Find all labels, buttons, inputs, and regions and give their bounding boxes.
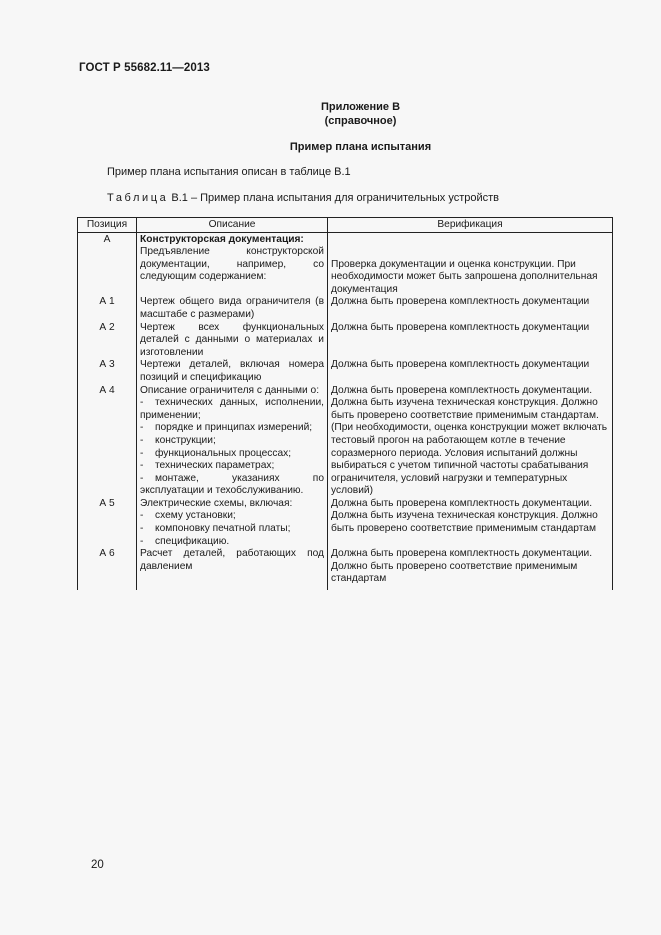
list-item-text: функциональных процессах; bbox=[155, 447, 292, 459]
list-item bbox=[140, 397, 324, 422]
table-row bbox=[78, 548, 613, 590]
row-verification: Должна быть проверена комплектность документации. Должно быть проверено соответствие применимым стандартам bbox=[328, 548, 613, 590]
list-marker: - bbox=[140, 397, 144, 409]
list-item-text: монтаже, указаниях по эксплуатации и техобслуживанию. bbox=[140, 472, 324, 497]
standard-code: ГОСТ Р 55682.11—2013 bbox=[79, 62, 210, 74]
row-position: А 5 bbox=[78, 498, 137, 548]
list-item bbox=[140, 536, 324, 549]
row-description: Чертежи деталей, включая номера позиций и спецификацию bbox=[137, 359, 328, 384]
table-row bbox=[78, 296, 613, 321]
list-marker: - bbox=[140, 472, 144, 484]
list-item-text: конструкции; bbox=[155, 434, 216, 446]
table-caption-word: Таблица bbox=[107, 192, 169, 204]
table-row bbox=[78, 385, 613, 498]
table-row bbox=[78, 232, 613, 296]
appendix-subtitle: (справочное) bbox=[324, 115, 397, 127]
list-marker: - bbox=[140, 460, 144, 472]
list-item bbox=[140, 448, 324, 461]
list-marker: - bbox=[140, 523, 144, 535]
row-verification: Должна быть проверена комплектность документации bbox=[328, 322, 613, 360]
list-item bbox=[140, 523, 324, 536]
intro-text: Пример плана испытания описан в таблице В.1 bbox=[107, 166, 351, 178]
row-description bbox=[137, 385, 328, 498]
list-marker: - bbox=[140, 535, 144, 547]
row-description: Расчет деталей, работающих под давлением bbox=[137, 548, 328, 590]
list-item-text: порядке и принципах измерений; bbox=[155, 422, 313, 434]
list-item-text: компоновку печатной платы; bbox=[155, 523, 291, 535]
list-item-text: спецификацию. bbox=[155, 535, 230, 547]
list-item bbox=[140, 422, 324, 435]
list-item bbox=[140, 460, 324, 473]
row-description: Чертеж общего вида ограничителя (в масштабе с размерами) bbox=[137, 296, 328, 321]
row-position: А 4 bbox=[78, 385, 137, 498]
list-item bbox=[140, 435, 324, 448]
list-item-text: технических параметрах; bbox=[155, 460, 275, 472]
appendix-heading bbox=[0, 100, 661, 128]
table-header-row bbox=[78, 218, 613, 233]
row-position: А bbox=[78, 232, 137, 296]
list-marker: - bbox=[140, 422, 144, 434]
row-verification bbox=[328, 232, 613, 296]
row-description-text: Электрические схемы, включая: bbox=[140, 497, 293, 509]
header-verification: Верификация bbox=[328, 218, 613, 233]
appendix-title: Приложение В bbox=[320, 101, 401, 113]
header-position: Позиция bbox=[78, 218, 137, 233]
section-title: Пример плана испытания bbox=[289, 141, 432, 153]
row-verification: Должна быть проверена комплектность документации. Должна быть изучена техническая конструкция. Должно быть проверено соответствие применимым стандартам bbox=[328, 498, 613, 548]
row-position: А 2 bbox=[78, 322, 137, 360]
row-description: Чертеж всех функциональных деталей с данными о материалах и изготовлении bbox=[137, 322, 328, 360]
table-row bbox=[78, 498, 613, 548]
header-description: Описание bbox=[137, 218, 328, 233]
row-description bbox=[137, 232, 328, 296]
table-caption-text: В.1 – Пример плана испытания для ограничительных устройств bbox=[171, 192, 500, 204]
test-plan-table bbox=[77, 217, 613, 590]
row-description-heading: Конструкторская документация: bbox=[140, 233, 304, 245]
table-caption bbox=[107, 192, 499, 204]
row-verification: Должна быть проверена комплектность документации bbox=[328, 296, 613, 321]
list-item bbox=[140, 473, 324, 498]
row-position: А 1 bbox=[78, 296, 137, 321]
table-row bbox=[78, 359, 613, 384]
row-position: А 3 bbox=[78, 359, 137, 384]
row-verification: Должна быть проверена комплектность документации. Должна быть изучена техническая конструкция. Должно быть проверено соответствие применимым стандартам. (При необходимости, оценка конструкции может включать тестовый прогон на работающем котле в течение соразмерного периода. Условия испытаний должны выбираться с учетом типичной частоты срабатывания ограничителя, условий нагрузки и температурных условий) bbox=[328, 385, 613, 498]
list-marker: - bbox=[140, 447, 144, 459]
page-number: 20 bbox=[91, 859, 104, 871]
row-position: А 6 bbox=[78, 548, 137, 590]
table-row bbox=[78, 322, 613, 360]
row-verification: Должна быть проверена комплектность документации bbox=[328, 359, 613, 384]
list-item-text: схему установки; bbox=[155, 510, 236, 522]
list-item bbox=[140, 510, 324, 523]
row-description-text: Предъявление конструкторской документации, например, со следующим содержанием: bbox=[140, 246, 324, 283]
list-item-text: технических данных, исполнении, применении; bbox=[140, 397, 324, 421]
list-marker: - bbox=[140, 510, 144, 522]
row-description-text: Описание ограничителя с данными о: bbox=[140, 384, 320, 396]
list-marker: - bbox=[140, 434, 144, 446]
row-verification-text: Проверка документации и оценка конструкции. При необходимости может быть запрошена дополнительная документация bbox=[331, 258, 598, 295]
row-description bbox=[137, 498, 328, 548]
